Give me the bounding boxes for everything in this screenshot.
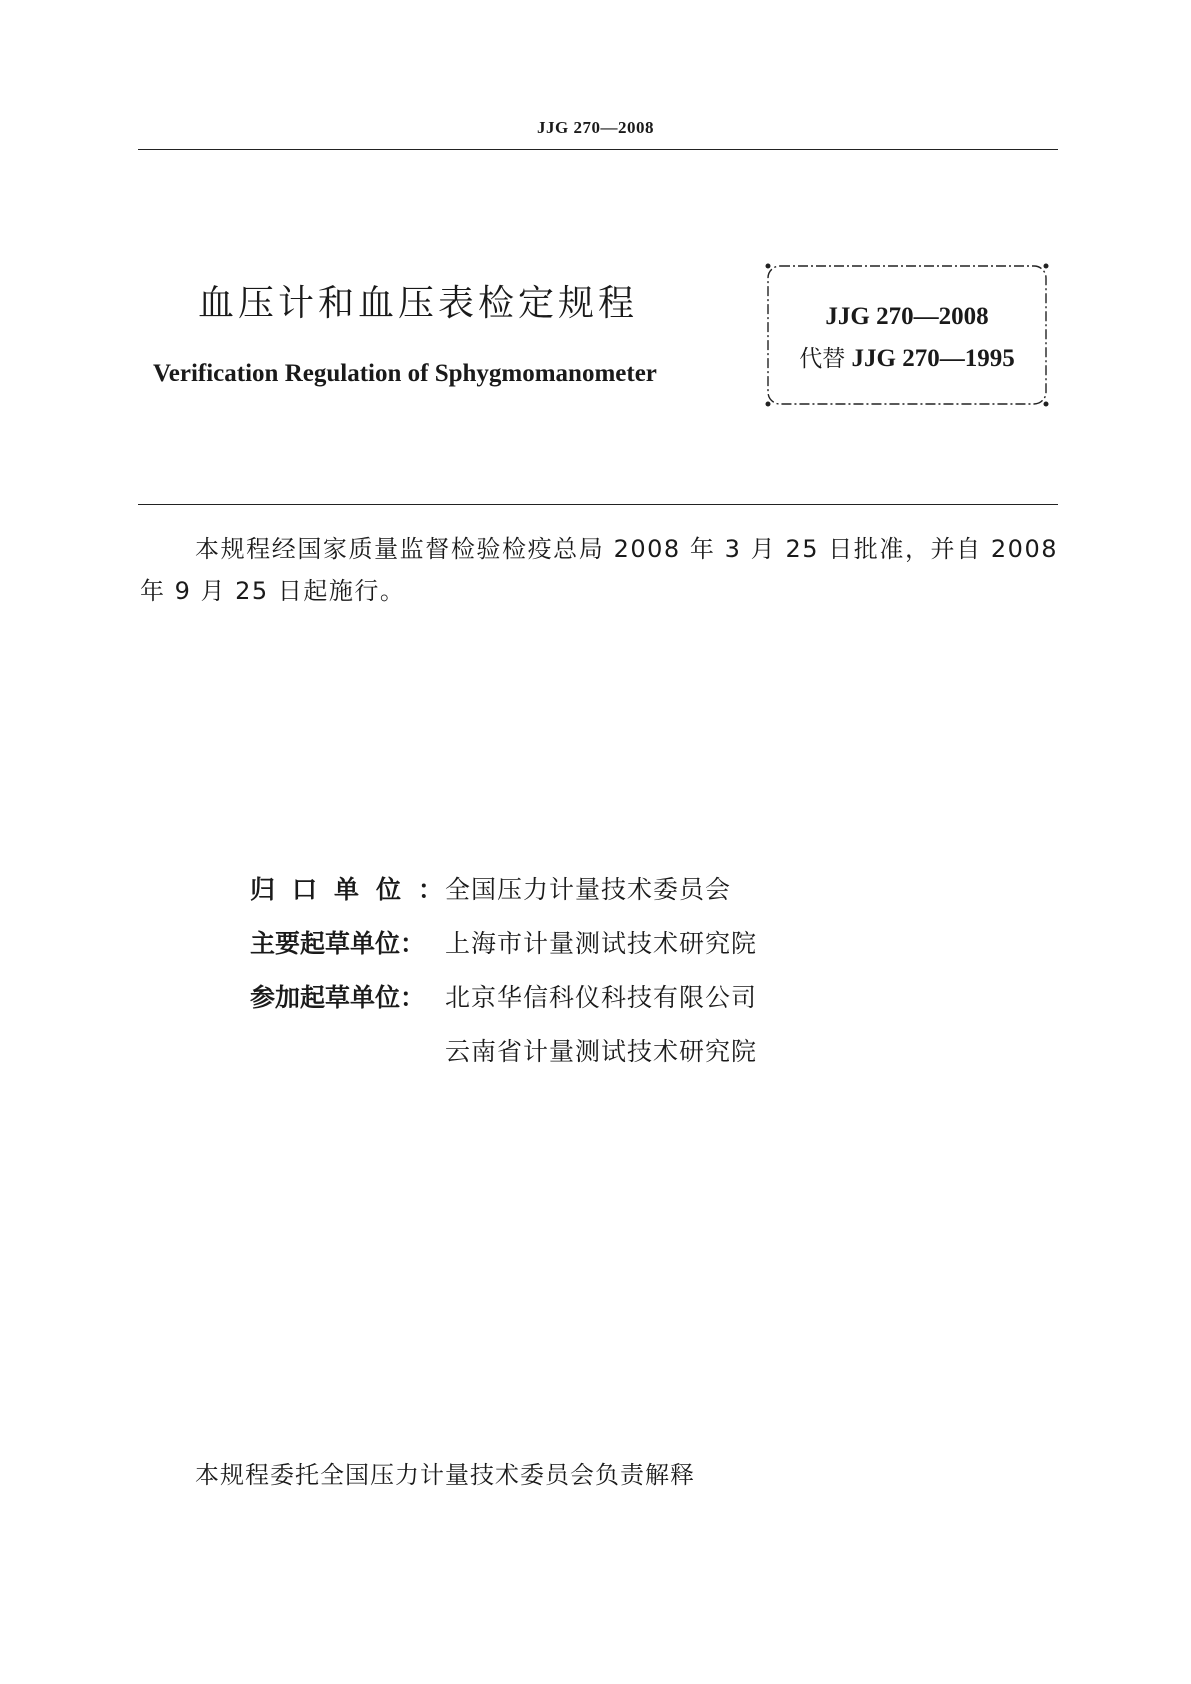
decorative-border: [762, 260, 1052, 410]
title-chinese: 血压计和血压表检定规程: [198, 283, 639, 324]
participating-drafter-row-2: [250, 1032, 757, 1072]
standard-code-box: [762, 260, 1052, 410]
responsible-unit-label: 归口单位：: [250, 875, 461, 904]
standard-code-current: JJG 270—2008: [825, 303, 989, 330]
main-drafter-row: [250, 924, 757, 964]
title-english: Verification Regulation of Sphygmomanometer: [153, 360, 657, 387]
responsible-unit-value: 全国压力计量技术委员会: [445, 875, 732, 904]
section-rule: [138, 504, 1058, 505]
interpretation-note: 本规程委托全国压力计量技术委员会负责解释: [195, 1461, 695, 1489]
main-drafter-label: 主要起草单位：: [250, 929, 426, 958]
replaces-prefix: 代替: [799, 346, 846, 372]
participating-drafter-row: [250, 978, 757, 1018]
participating-drafter-value-2: 云南省计量测试技术研究院: [445, 1037, 758, 1066]
responsible-unit-row: [250, 870, 731, 910]
participating-drafter-label: 参加起草单位：: [250, 983, 426, 1012]
running-head: JJG 270—2008: [537, 118, 654, 137]
header-rule: [138, 149, 1058, 150]
standard-code-replaces: [762, 340, 1052, 373]
main-drafter-value: 上海市计量测试技术研究院: [445, 929, 758, 958]
approval-statement: 本规程经国家质量监督检验检疫总局 2008 年 3 月 25 日批准，并自 2008 年 9 月 25 日起施行。: [140, 535, 1058, 605]
participating-drafter-value-1: 北京华信科仪科技有限公司: [445, 983, 758, 1012]
replaces-code: JJG 270—1995: [851, 345, 1015, 372]
